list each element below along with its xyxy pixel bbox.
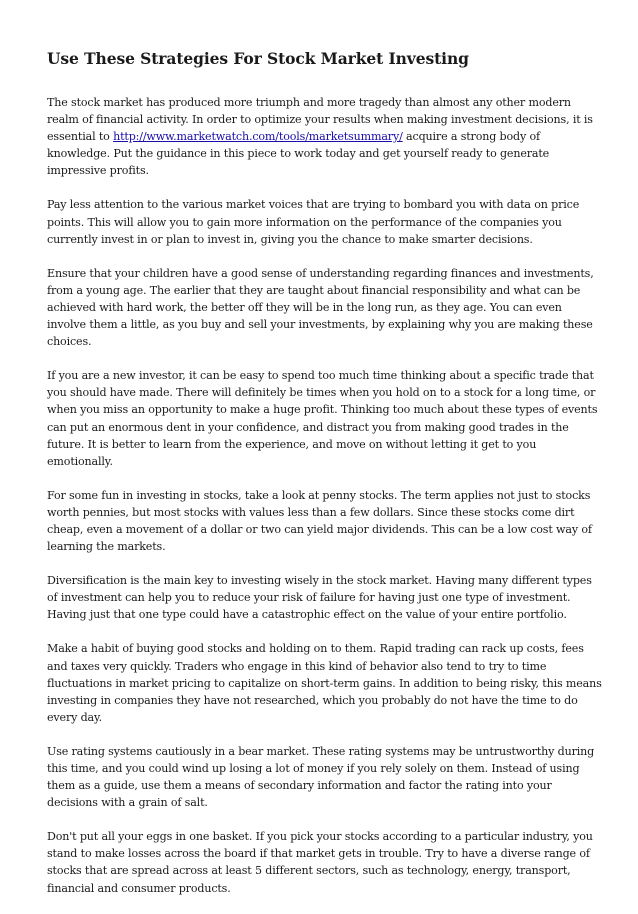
marketwatch-link[interactable]: http://www.marketwatch.com/tools/marketsummary/ bbox=[113, 130, 403, 144]
text-line: The stock market has produced more triumph and more tragedy than almost any other modern bbox=[47, 96, 571, 109]
text-line: stand to make losses across the board if that market gets in trouble. Try to have a diverse range of bbox=[47, 847, 590, 861]
text-line: emotionally. bbox=[47, 454, 113, 468]
text-line-with-link bbox=[47, 128, 595, 145]
text-line: For some fun in investing in stocks, take a look at penny stocks. The term applies not just to stocks bbox=[47, 488, 591, 502]
text-line: realm of financial activity. In order to optimize your results when making investment decisions, it is bbox=[47, 113, 593, 127]
text-line: worth pennies, but most stocks with values less than a few dollars. Since these stocks come dirt bbox=[47, 505, 575, 519]
paragraph-penny-stocks bbox=[47, 487, 595, 555]
document-page bbox=[47, 48, 602, 914]
text-line: fluctuations in market pricing to capitalize on short-term gains. In addition to being risky, this means bbox=[47, 676, 602, 690]
text-line: learning the markets. bbox=[47, 540, 166, 554]
text-line: and taxes very quickly. Traders who engage in this kind of behavior also tend to try to time bbox=[47, 659, 547, 673]
text-line: points. This will allow you to gain more information on the performance of the companies you bbox=[47, 215, 562, 229]
document-title: Use These Strategies For Stock Market Investing bbox=[47, 49, 469, 68]
text-line: this time, and you could wind up losing a lot of money if you rely solely on them. Instead of using bbox=[47, 762, 580, 775]
text-line: involve them a little, as you buy and sell your investments, by explaining why you are making these bbox=[47, 318, 593, 332]
text-line: cheap, even a movement of a dollar or two can yield major dividends. This can be a low cost way of bbox=[47, 522, 592, 536]
paragraph-one-basket bbox=[47, 828, 595, 896]
text-line: future. It is better to learn from the experience, and move on without letting it get to you bbox=[47, 437, 537, 451]
text-fragment: acquire a strong body of bbox=[402, 130, 540, 144]
text-line: Diversification is the main key to investing wisely in the stock market. Having many different types bbox=[47, 574, 592, 588]
text-line: stocks that are spread across at least 5 different sectors, such as technology, energy, transport, bbox=[47, 864, 571, 878]
text-line: Ensure that your children have a good sense of understanding regarding finances and investments, bbox=[47, 266, 594, 280]
text-line: them as a guide, use them a means of secondary information and factor the rating into your bbox=[47, 779, 552, 793]
text-line: choices. bbox=[47, 335, 92, 349]
text-line: achieved with hard work, the better off they will be in the long run, as they age. You can even bbox=[47, 300, 562, 314]
text-line: Pay less attention to the various market voices that are trying to bombard you with data on price bbox=[47, 198, 580, 212]
text-line: Don't put all your eggs in one basket. If you pick your stocks according to a particular industry, you bbox=[47, 830, 593, 844]
text-fragment: essential to bbox=[47, 130, 114, 144]
text-line: Having just that one type could have a catastrophic effect on the value of your entire portfolio. bbox=[47, 608, 567, 622]
paragraph-diversification bbox=[47, 572, 595, 623]
text-line: every day. bbox=[47, 710, 103, 724]
paragraph-buy-and-hold bbox=[47, 640, 602, 725]
text-line: from a young age. The earlier that they are taught about financial responsibility and what can be bbox=[47, 283, 581, 297]
text-line: decisions with a grain of salt. bbox=[47, 796, 208, 810]
text-line: you should have made. There will definitely be times when you hold on to a stock for a long time, or bbox=[47, 386, 596, 400]
text-line: Use rating systems cautiously in a bear market. These rating systems may be untrustworthy during bbox=[47, 744, 595, 758]
paragraph-children bbox=[47, 265, 595, 350]
text-line: knowledge. Put the guidance in this piece to work today and get yourself ready to generate bbox=[47, 147, 550, 161]
paragraph-intro bbox=[47, 94, 595, 179]
text-line: of investment can help you to reduce your risk of failure for having just one type of investment. bbox=[47, 591, 571, 605]
paragraph-rating-systems bbox=[47, 743, 595, 811]
paragraph-new-investor bbox=[47, 367, 598, 470]
text-line: If you are a new investor, it can be easy to spend too much time thinking about a specific trade that bbox=[47, 369, 594, 383]
text-line: impressive profits. bbox=[47, 164, 149, 178]
text-line: investing in companies they have not researched, which you probably do not have the time to do bbox=[47, 693, 578, 707]
text-line: when you miss an opportunity to make a huge profit. Thinking too much about these types of events bbox=[47, 403, 598, 417]
text-line: financial and consumer products. bbox=[47, 881, 231, 895]
text-line: can put an enormous dent in your confidence, and distract you from making good trades in the bbox=[47, 420, 569, 434]
text-line: currently invest in or plan to invest in, giving you the chance to make smarter decisions. bbox=[47, 232, 533, 246]
text-line: Make a habit of buying good stocks and holding on to them. Rapid trading can rack up costs, fees bbox=[47, 642, 584, 656]
paragraph-market-voices bbox=[47, 196, 595, 247]
